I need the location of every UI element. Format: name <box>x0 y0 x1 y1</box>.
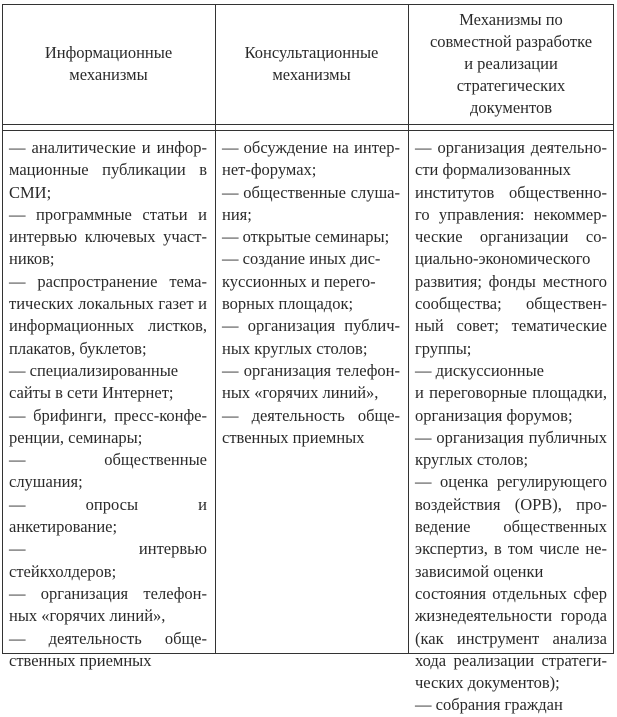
header-consultative <box>215 4 408 124</box>
column-informational <box>9 137 207 672</box>
cell-text-line: тических локальных газет и <box>9 294 207 314</box>
cell-text-line: — создание иных дис- <box>222 249 381 269</box>
cell-text-line: воздействия (ОРВ), про- <box>415 494 607 514</box>
header-line: совместной разработке <box>429 32 593 51</box>
cell-text-line: группы; <box>415 338 472 358</box>
cell-text-line: ческие организации со- <box>415 227 607 247</box>
cell-text-line: ния; <box>222 204 252 224</box>
cell-text-line: циально-экономического <box>415 249 591 269</box>
cell-text-line: — интервью стейкхолдеров; <box>9 539 207 581</box>
cell-text-line: ных «горячих линий», <box>9 606 166 626</box>
cell-text-line: экспертиз, в том числе не- <box>415 539 607 559</box>
header-text <box>430 9 592 119</box>
header-line: Информационные <box>44 43 173 62</box>
cell-text-line: — дискуссионные <box>415 360 545 380</box>
cell-text-line: ворных площадок; <box>222 294 354 314</box>
cell-text-line: интервью ключевых участ- <box>9 227 207 247</box>
cell-text-line: ников; <box>9 249 55 269</box>
cell-text-line: — программные статьи и <box>9 204 207 224</box>
cell-text-line: — аналитические и инфор- <box>9 138 207 157</box>
header-line: механизмы <box>272 65 351 84</box>
cell-text-line: состояния отдельных сфер <box>415 583 607 603</box>
cell-text-line: ный совет; тематические <box>415 316 607 336</box>
cell-text-line: — оценка регулирующего <box>415 472 607 492</box>
cell-text-line: нет-форумах; <box>222 160 317 180</box>
cell-text-line: — опросы и анкетирование; <box>9 494 207 537</box>
header-line: и реализации <box>464 54 558 73</box>
header-joint-development <box>408 4 614 124</box>
cell-text-line: хода реализации стратеги- <box>415 650 607 670</box>
header-line: механизмы <box>69 65 148 84</box>
cell-text-line: — открытые семинары; <box>222 227 390 247</box>
cell-text-line: ческих документов); <box>415 673 560 693</box>
cell-text-line: организация форумов; <box>415 405 573 425</box>
cell-text-line: зависимой оценки <box>415 561 544 581</box>
cell-text-line: — организация телефон- <box>9 583 207 603</box>
cell-text-line: ственных приемных <box>9 650 152 670</box>
cell-text-line: сти формализованных <box>415 160 571 180</box>
cell-text-line: — специализированные <box>9 360 179 380</box>
header-line: стратегических <box>456 76 566 95</box>
cell-text-line: жизнедеятельности города <box>415 606 607 626</box>
cell-text-line: — организация публичных <box>415 427 607 447</box>
header-line: документов <box>469 98 553 117</box>
cell-text-line: и переговорные площадки, <box>415 383 607 403</box>
cell-text-line: куссионных и перего- <box>222 271 376 291</box>
cell-text-line: круглых столов; <box>415 450 529 470</box>
column-joint-development <box>415 137 607 717</box>
cell-text-line: — организация деятельно- <box>415 138 607 157</box>
cell-text-line: сайты в сети Интернет; <box>9 383 174 403</box>
cell-text-line: — обсуждение на интер- <box>222 138 400 157</box>
header-divider-bottom <box>2 130 614 131</box>
cell-text-line: плакатов, буклетов; <box>9 338 147 358</box>
cell-text-line: ственных приемных <box>222 427 365 447</box>
cell-text-line: ведение общественных <box>415 517 607 537</box>
cell-text-line: — деятельность обще- <box>9 628 207 648</box>
header-informational <box>2 4 215 124</box>
cell-text-line: развития; фонды местного <box>415 271 607 291</box>
cell-text-line: институтов общественно- <box>415 182 607 202</box>
cell-text-line: (как инструмент анализа <box>415 628 607 648</box>
cell-text-line: ных «горячих линий», <box>222 383 379 403</box>
header-text <box>245 42 379 86</box>
header-line: Механизмы по <box>459 10 563 29</box>
header-line: Консультационные <box>244 43 379 62</box>
header-text <box>45 42 172 86</box>
cell-text-line: ных круглых столов; <box>222 338 368 358</box>
cell-text-line: сообщества; обществен- <box>415 294 607 314</box>
cell-text-line: — общественные слуша- <box>222 182 400 202</box>
cell-text-line: ренции, семинары; <box>9 427 143 447</box>
cell-text-line: — общественные слушания; <box>9 450 207 492</box>
cell-text-line: — деятельность обще- <box>222 405 400 425</box>
cell-text-line: — организация публич- <box>222 316 400 336</box>
cell-text-line: СМИ; <box>9 182 52 202</box>
cell-text-line: го управления: некоммер- <box>415 204 607 224</box>
header-divider-top <box>2 124 614 125</box>
cell-text-line: — брифинги, пресс-конфе- <box>9 405 207 425</box>
cell-text-line: — организация телефон- <box>222 360 400 380</box>
column-consultative <box>222 137 400 449</box>
cell-text-line: — собрания граждан <box>415 695 563 715</box>
cell-text-line: мационные публикации в <box>9 160 207 180</box>
cell-text-line: информационных листков, <box>9 316 207 336</box>
cell-text-line: — распространение тема- <box>9 271 207 291</box>
